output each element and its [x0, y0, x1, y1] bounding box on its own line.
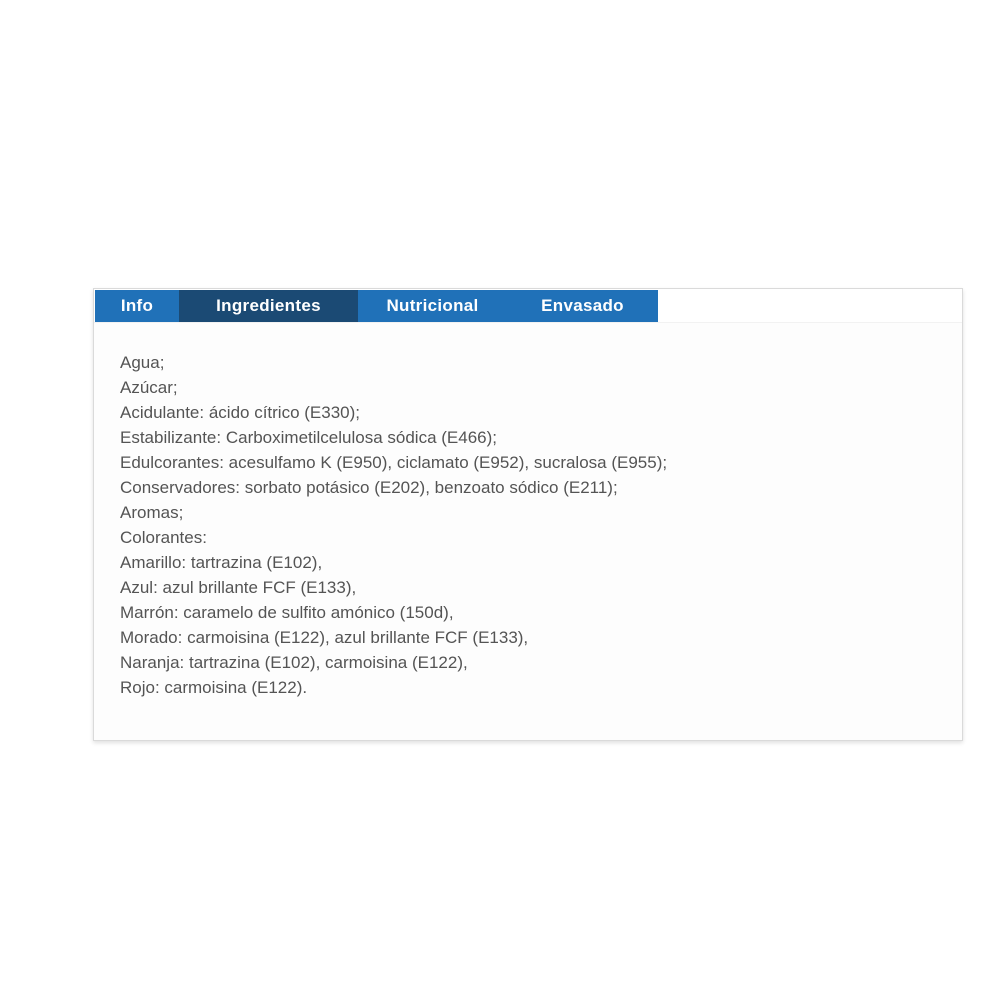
- ingredient-line: Edulcorantes: acesulfamo K (E950), ciclamato (E952), sucralosa (E955);: [120, 453, 668, 472]
- ingredient-line: Naranja: tartrazina (E102), carmoisina (E122),: [120, 653, 468, 672]
- tab-nutricional[interactable]: Nutricional: [358, 290, 507, 322]
- ingredient-line: Marrón: caramelo de sulfito amónico (150d),: [120, 603, 454, 622]
- tab-ingredientes[interactable]: Ingredientes: [179, 290, 358, 322]
- ingredient-line: Aromas;: [120, 503, 184, 522]
- product-info-panel: [93, 288, 963, 741]
- ingredients-content: [94, 323, 962, 700]
- ingredient-line: Estabilizante: Carboximetilcelulosa sódica (E466);: [120, 428, 498, 447]
- tab-bar: [95, 289, 962, 322]
- ingredient-line: Conservadores: sorbato potásico (E202), benzoato sódico (E211);: [120, 478, 618, 497]
- ingredient-line: Azúcar;: [120, 378, 178, 397]
- ingredient-line: Rojo: carmoisina (E122).: [120, 678, 308, 697]
- ingredient-line: Morado: carmoisina (E122), azul brillante FCF (E133),: [120, 628, 529, 647]
- ingredient-line: Azul: azul brillante FCF (E133),: [120, 578, 357, 597]
- ingredient-line: Amarillo: tartrazina (E102),: [120, 553, 323, 572]
- ingredient-line: Agua;: [120, 353, 165, 372]
- tab-header: [94, 289, 962, 323]
- tab-info[interactable]: Info: [95, 290, 179, 322]
- tab-envasado[interactable]: Envasado: [507, 290, 658, 322]
- ingredient-line: Colorantes:: [120, 528, 207, 547]
- ingredient-line: Acidulante: ácido cítrico (E330);: [120, 403, 361, 422]
